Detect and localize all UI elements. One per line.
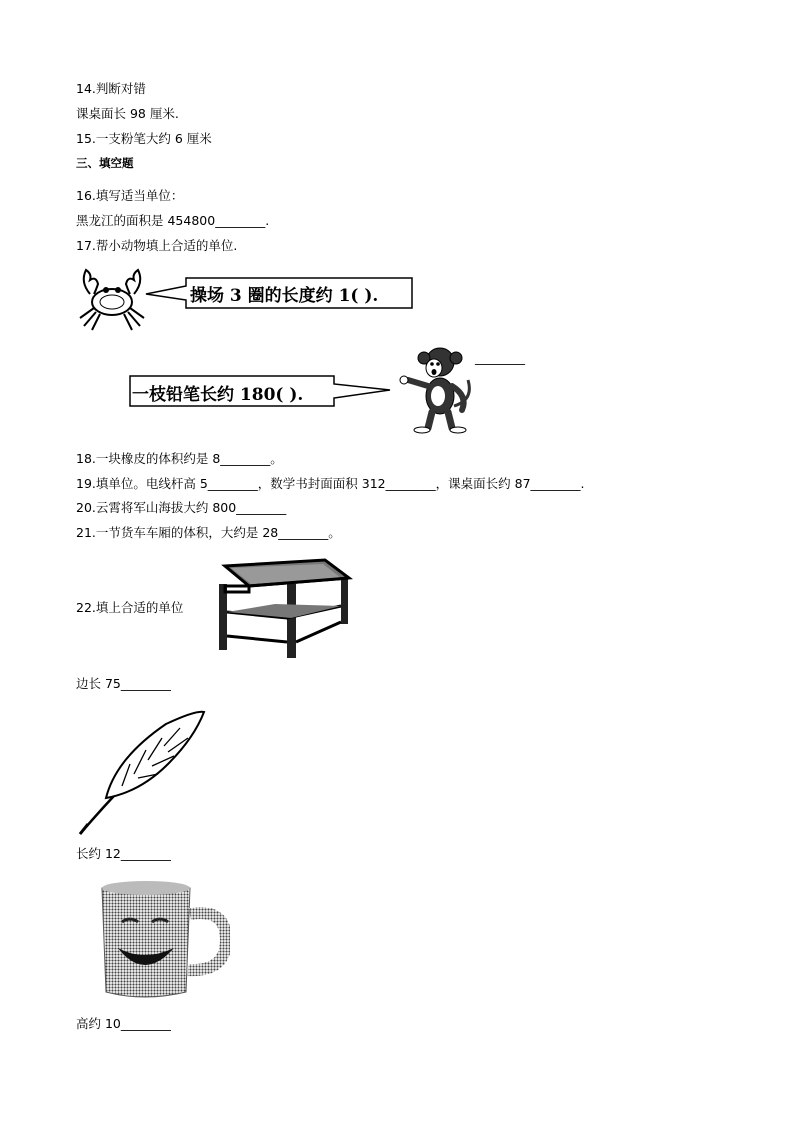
monkey-answer-blank: ________	[475, 350, 525, 365]
q15-text: 15.一支粉笔大约 6 厘米	[76, 131, 212, 146]
q20-text: 20.云霄将军山海拔大约 800________	[76, 500, 287, 515]
side-length-text: 边长 75________	[76, 676, 171, 691]
feather-icon	[76, 708, 208, 838]
q17-title: 17.帮小动物填上合适的单位.	[76, 238, 238, 253]
q19-text: 19.填单位。电线杆高 5________，数学书封面面积 312________，课桌面长约 87________.	[76, 476, 585, 491]
mug-icon	[96, 878, 230, 1002]
q16-title: 16.填写适当单位：	[76, 188, 184, 203]
q16-text: 黑龙江的面积是 454800________.	[76, 213, 270, 228]
q22-title: 22.填上合适的单位	[76, 600, 184, 615]
length-about-text: 长约 12________	[76, 846, 171, 861]
height-about-text: 高约 10________	[76, 1016, 171, 1031]
table-icon	[215, 556, 353, 662]
section-heading-fill-blank: 三、填空题	[76, 156, 134, 170]
crab-speech-bubble-text: 操场 3 圈的长度约 1( ).	[190, 286, 379, 306]
q14-text: 课桌面长 98 厘米.	[76, 106, 179, 121]
q18-text: 18.一块橡皮的体积约是 8________。	[76, 451, 283, 466]
q14-title: 14.判断对错	[76, 81, 146, 96]
q21-text: 21.一节货车车厢的体积，大约是 28________。	[76, 525, 341, 540]
monkey-speech-bubble-text: 一枝铅笔长约 180( ).	[132, 385, 304, 405]
